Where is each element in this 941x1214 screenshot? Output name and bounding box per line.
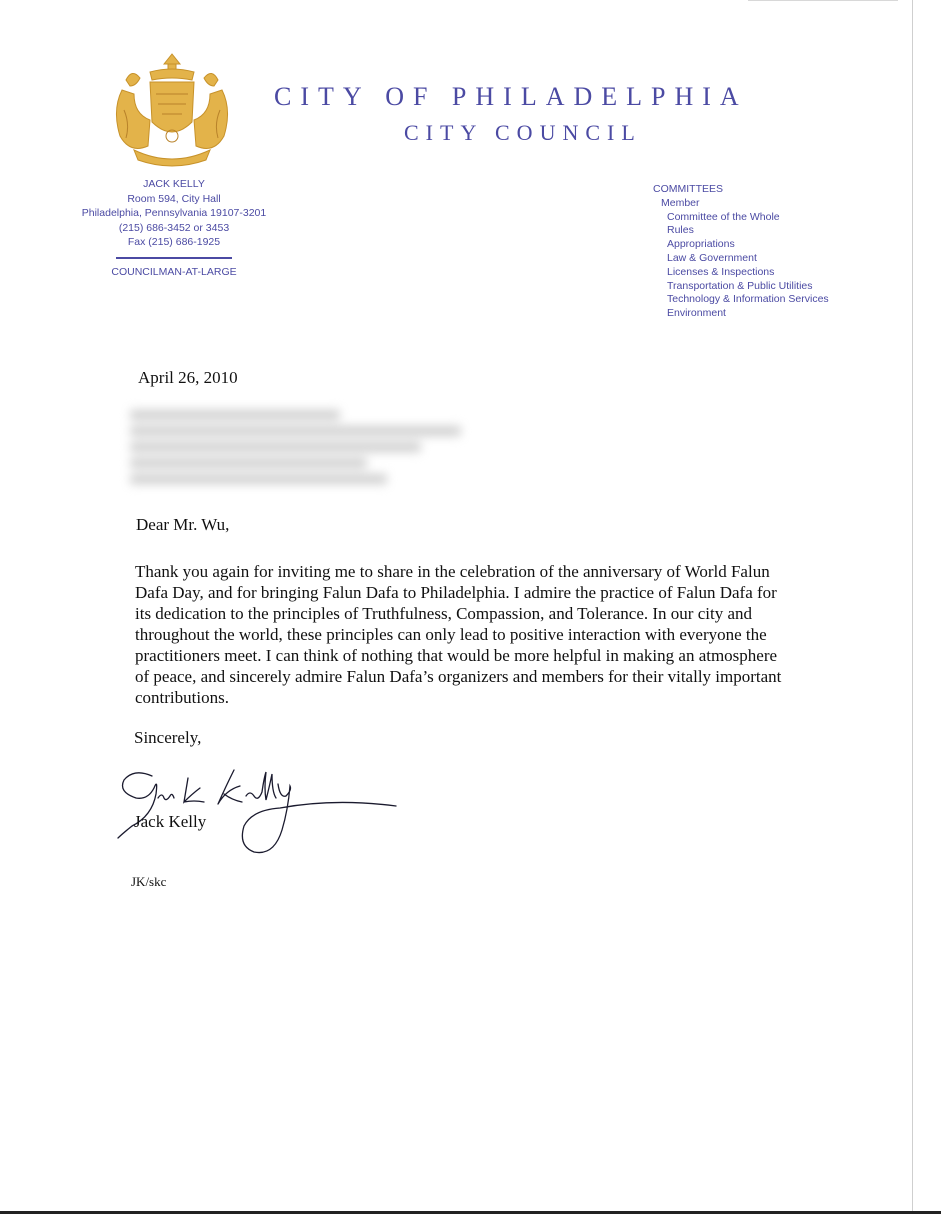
- committees-heading: COMMITTEES: [653, 183, 723, 195]
- councilmember-contact-block: [80, 177, 268, 279]
- councilmember-name: JACK KELLY: [143, 178, 205, 190]
- divider: [116, 257, 232, 259]
- signature-icon: [114, 764, 404, 856]
- phone-number: (215) 686-3452 or 3453: [118, 221, 230, 234]
- committees-role: Member: [661, 196, 700, 209]
- letter-body: Thank you again for inviting me to share in the celebration of the anniversary of World Falun Dafa Day, and for bringing Falun Dafa to Philadelphia. I admire the practice of Falun Dafa for its dedication to the principles of Truthfulness, Compassion, and Tolerance. In our city and throughout the world, these principles can only lead to positive interaction with everyone the practitioners meet. I can think of nothing that would be more helpful in making an atmosphere of peace, and sincerely admire Falun Dafa’s organizers and members for their vitally important contributions.: [135, 562, 782, 707]
- committees-block: [653, 183, 829, 321]
- city-title: CITY OF PHILADELPHIA: [274, 82, 748, 111]
- page-edge-right: [912, 0, 913, 1214]
- committee-item: Appropriations: [667, 238, 735, 251]
- typist-initials: JK/skc: [131, 874, 167, 889]
- councilmember-position: COUNCILMAN-AT-LARGE: [111, 265, 237, 278]
- scan-top-mark: [748, 0, 898, 1]
- committee-item: Licenses & Inspections: [667, 265, 775, 278]
- committee-item: Law & Government: [667, 251, 757, 264]
- committee-item: Environment: [667, 307, 726, 320]
- address-line-2: Philadelphia, Pennsylvania 19107-3201: [81, 207, 267, 219]
- redacted-recipient-address: [130, 404, 468, 498]
- city-seal-icon: [104, 50, 240, 172]
- signer-name: Jack Kelly: [134, 812, 207, 831]
- committees-list: [653, 211, 829, 321]
- committee-item: Technology & Information Services: [667, 293, 829, 306]
- closing: Sincerely,: [134, 728, 202, 747]
- council-title: CITY COUNCIL: [404, 120, 642, 145]
- committee-item: Rules: [667, 224, 694, 237]
- fax-number: Fax (215) 686-1925: [127, 236, 221, 248]
- letter-date: April 26, 2010: [138, 368, 238, 387]
- committee-item: Committee of the Whole: [667, 210, 780, 223]
- address-line-1: Room 594, City Hall: [127, 192, 221, 205]
- salutation: Dear Mr. Wu,: [136, 515, 230, 534]
- committee-item: Transportation & Public Utilities: [667, 279, 813, 292]
